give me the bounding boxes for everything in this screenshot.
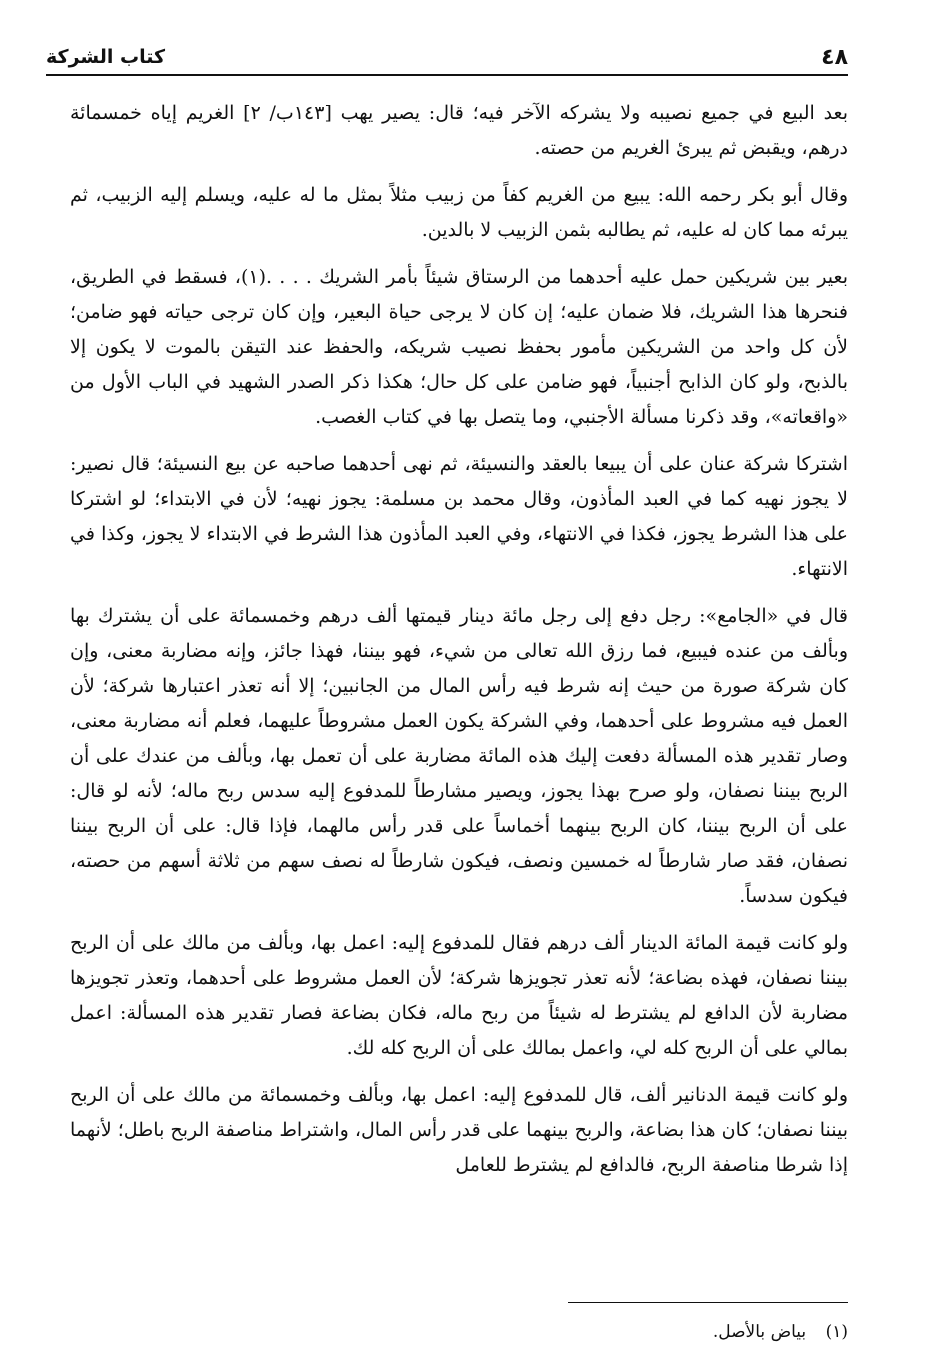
paragraph-3: بعير بين شريكين حمل عليه أحدهما من الرستاق شيئاً بأمر الشريك . . . .(١)، فسقط في الطريق، فنحرها هذا الشريك، فلا ضمان عليه؛ إن كان لا يرجى حياة البعير، وإن كان ترجى حياته فهو ضامن؛ لأن كل واحد من الشريكين مأمور بحفظ نصيب شريكه، والحفظ عند التيقن بالموت لا يكون إلا بالذبح، ولو كان الذابح أجنبياً، فهو ضامن على كل حال؛ هكذا ذكر الصدر الشهيد في الباب الأول من «واقعاته»، وقد ذكرنا مسألة الأجنبي، وما يتصل بها في كتاب الغصب. [70, 266, 848, 428]
paragraph-7: ولو كانت قيمة الدنانير ألف، قال للمدفوع إليه: اعمل بها، وبألف وخمسمائة من مالك على أن الربح بيننا نصفان؛ كان هذا بضاعة، والربح بينهما على قدر رأس المال، واشتراط مناصفة الربح باطل؛ لأنهما إذا شرطا مناصفة الربح، فالدافع لم يشترط للعامل [70, 1084, 848, 1176]
footnote-number: (١) [825, 1322, 848, 1342]
paragraph-4: اشتركا شركة عنان على أن يبيعا بالعقد والنسيئة، ثم نهى أحدهما صاحبه عن بيع النسيئة؛ قال نصير: لا يجوز نهيه كما في العبد المأذون، وقال محمد بن مسلمة: يجوز نهيه؛ لأن في الابتداء؛ لو اشتركا على هذا الشرط يجوز، فكذا في الانتهاء، وفي العبد المأذون هذا الشرط في الابتداء لا يجوز، وكذا في الانتهاء. [70, 453, 848, 580]
main-text [70, 96, 848, 1276]
paragraph-1: بعد البيع في جميع نصيبه ولا يشركه الآخر فيه؛ قال: يصير يهب [١٤٣ب/ ٢] الغريم إياه خمسمائة درهم، ويقبض ثم يبرئ الغريم من حصته. [70, 102, 848, 159]
footnote-divider [568, 1302, 848, 1303]
footnote-text: بياض بالأصل. [712, 1322, 807, 1342]
running-title: كتاب الشركة [46, 46, 166, 68]
page-number: ٤٨ [821, 44, 848, 70]
page-header [46, 40, 848, 76]
paragraph-5: قال في «الجامع»: رجل دفع إلى رجل مائة دينار قيمتها ألف درهم وخمسمائة على أن يشترك بها وبألف من عنده فيبيع، فما رزق الله تعالى من شيء، فهو بيننا، فهذا جائز، وإنه مضاربة معنى، وإن كان شركة صورة من حيث إنه شرط فيه رأس المال من الجانبين؛ إلا أنه تعذر اعتبارها شركة؛ لأن العمل فيه مشروط على أحدهما، وفي الشركة يكون العمل مشروطاً عليهما، فعلم أنه مضاربة معنى، وصار تقدير هذه المسألة دفعت إليك هذه المائة مضاربة على أن تعمل بها، وبألف من عندك على أن الربح بيننا نصفان، ولو صرح بهذا يجوز، ويصير مشارطاً للمدفوع إليه سدس ربح ماله؛ لأنه لو قال: على أن الربح بيننا، كان الربح بينهما أخماساً على قدر رأس مالهما، فإذا قال: على أن الربح بيننا نصفان، فقد صار شارطاً له خمسين ونصف، فيكون شارطاً له نصف سهم من ثلاثة أسهم من حصته، فيكون سدساً. [70, 605, 848, 907]
paragraph-2: وقال أبو بكر رحمه الله: يبيع من الغريم كفاً من زبيب مثلاً بمثل ما له عليه، ويسلم إليه الزبيب، ثم يبرئه مما كان له عليه، ثم يطالبه بثمن الزبيب لا بالدين. [70, 184, 848, 241]
paragraph-6: ولو كانت قيمة المائة الدينار ألف درهم فقال للمدفوع إليه: اعمل بها، وبألف من مالك على أن الربح بيننا نصفان، فهذه بضاعة؛ لأنه تعذر تجويزها شركة؛ لأن العمل مشروط على أحدهما، وتعذر تجويزها مضاربة لأن الدافع لم يشترط له شيئاً من ربح ماله، فكان بضاعة فصار تقدير هذه المسألة: اعمل بمالي على أن الربح كله لي، واعمل بمالك على أن الربح كله لك. [70, 932, 848, 1059]
footnote [713, 1318, 848, 1346]
